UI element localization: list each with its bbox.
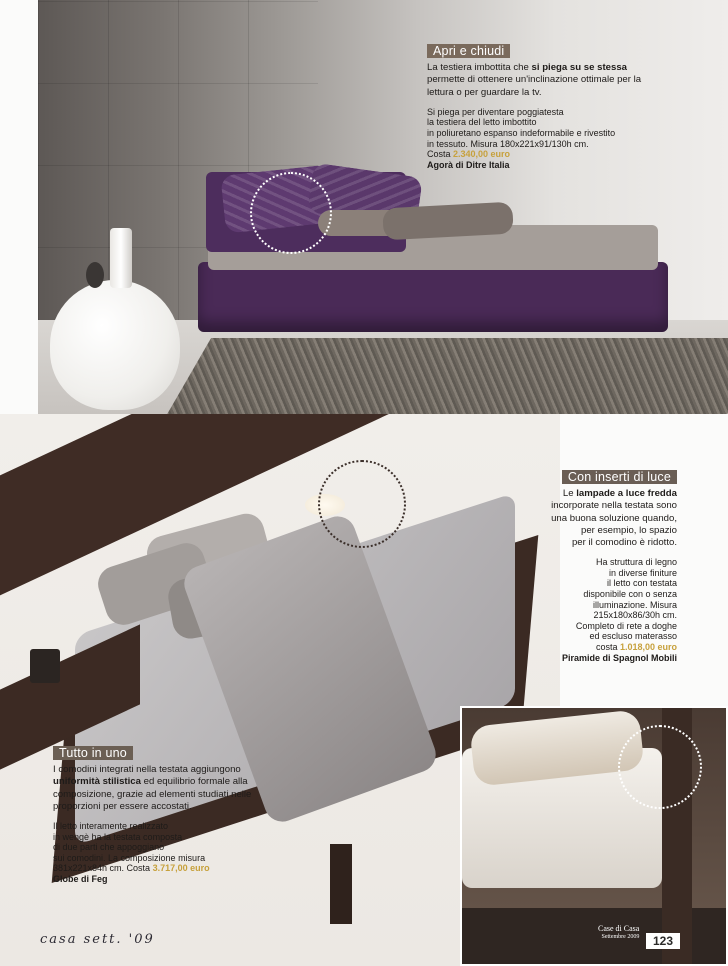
rug [165, 338, 728, 414]
caption-lead [53, 764, 278, 813]
body-line: disponibile con o senza [583, 589, 677, 599]
body-line: illuminazione. Misura [592, 599, 677, 610]
body-line: in poliuretano espanso indeformabile e rivestito [427, 128, 616, 138]
body-line: in wengè ha la testata composta [53, 831, 183, 842]
price-line [490, 642, 677, 653]
price-line [53, 863, 278, 874]
section-tag: Tutto in uno [53, 746, 133, 760]
body-line: la testiera del letto imbottito [427, 117, 537, 128]
price: 3.717,00 euro [152, 863, 210, 874]
body-line: sui comodini. La composizione misura [53, 852, 206, 863]
alarm-clock [30, 649, 60, 683]
brand: Agorà di Ditre Italia [427, 159, 510, 170]
lead-text: La testiera imbottita che [427, 62, 532, 74]
price-label: costa [595, 641, 620, 652]
lead-text: Le [562, 488, 577, 500]
section-tag: Apri e chiudi [427, 44, 510, 58]
body-line: in diverse finiture [608, 567, 677, 578]
price-label: Costa [427, 149, 454, 160]
bed-leg [330, 844, 352, 924]
caption-lead [427, 62, 652, 99]
magazine-date: Settembre 2009 [601, 934, 640, 940]
lead-text: permette di ottenere un'inclinazione ottimale per la lettura o per guardare la tv. [427, 74, 642, 98]
body-line: Completo di rete a doghe [575, 620, 677, 631]
lead-bold: si piega su se stessa [531, 62, 627, 74]
cylinder-lamp [110, 228, 132, 288]
caption-lead-line: per il comodino è ridotto. [571, 537, 677, 549]
caption-lead-line: una buona soluzione quando, [551, 512, 677, 524]
body-line: il letto con testata [606, 578, 677, 589]
price: 2.340,00 euro [453, 149, 511, 160]
highlight-circle [250, 172, 332, 254]
caption-lead-line [490, 488, 677, 500]
body-line: ed escluso materasso [589, 631, 677, 642]
price-line [427, 149, 652, 160]
caption-lead-line: per esempio, lo spazio [581, 524, 677, 536]
highlight-circle [318, 460, 406, 548]
lead-text: ed equilibrio formale alla composizione, grazie ad elementi studiati nelle proporzioni per essere accostati. [53, 776, 252, 812]
caption-lead-line: incorporate nella testata sono [551, 500, 677, 512]
lead-bold: lampade a luce fredda [576, 488, 677, 500]
body-line: di due parti che appoggiano [53, 842, 165, 853]
section-tag: Con inserti di luce [562, 470, 677, 484]
lead-bold: uniformità stilistica [53, 776, 141, 788]
body-line: in tessuto. Misura 180x221x91/130h cm. [427, 138, 589, 149]
price: 1.018,00 euro [619, 641, 677, 652]
pillow [382, 202, 513, 241]
bed-base [198, 262, 668, 332]
handwritten-note: casa sett. '09 [40, 932, 155, 947]
body-line: Ha struttura di legno [595, 557, 677, 568]
body-line: Il letto interamente realizzato [53, 821, 169, 832]
body-line: 381x221x84h cm. Costa [53, 863, 153, 874]
caption-apri-e-chiudi [427, 44, 652, 170]
round-nightstand [50, 280, 180, 410]
caption-tutto-in-uno [53, 746, 278, 885]
body-line: Si piega per diventare poggiatesta [427, 106, 564, 117]
brand: Globe di Feg [53, 873, 108, 884]
highlight-circle [618, 725, 702, 809]
lead-text: I comodini integrati nella testata aggiungono [53, 764, 241, 776]
magazine-footer [598, 925, 639, 941]
magazine-name: Case di Casa [598, 924, 640, 933]
page-number: 123 [646, 933, 680, 949]
brand: Piramide di Spagnol Mobili [561, 652, 677, 663]
decor-object [86, 262, 104, 288]
caption-con-inserti-di-luce [490, 470, 677, 663]
body-line: 215x180x86/30h cm. [593, 610, 677, 621]
